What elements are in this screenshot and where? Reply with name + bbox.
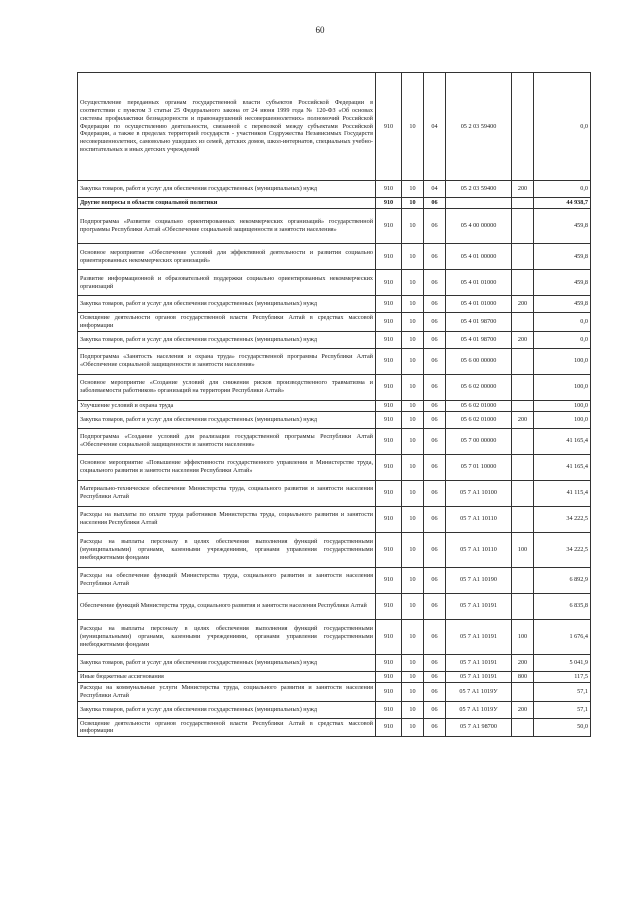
row-section-code: 10 — [402, 270, 424, 296]
row-amount: 117,5 — [534, 671, 591, 682]
row-name: Закупка товаров, работ и услуг для обеспечения государственных (муниципальных) нужд — [78, 181, 376, 198]
row-amount: 100,0 — [534, 348, 591, 374]
row-subsection-code: 06 — [424, 411, 446, 428]
table-row — [78, 73, 591, 181]
table-row — [78, 181, 591, 198]
row-name: Улучшение условий и охрана труда — [78, 400, 376, 411]
row-grbs-code: 910 — [376, 619, 402, 654]
row-subsection-code: 06 — [424, 682, 446, 701]
row-target-article: 05 7 А1 10191 — [446, 593, 512, 619]
row-name: Расходы на выплаты персоналу в целях обеспечения выполнения функций государственными (муниципальными) органами, казенными учреждениями, органами управления государственными внебюджетными фондами — [78, 619, 376, 654]
row-name: Другие вопросы в области социальной политики — [78, 198, 376, 209]
row-section-code: 10 — [402, 244, 424, 270]
row-subsection-code: 06 — [424, 400, 446, 411]
row-grbs-code: 910 — [376, 270, 402, 296]
row-grbs-code: 910 — [376, 400, 402, 411]
row-target-article: 05 4 01 00000 — [446, 244, 512, 270]
table-row — [78, 270, 591, 296]
row-target-article: 05 4 01 98700 — [446, 331, 512, 348]
row-amount: 0,0 — [534, 331, 591, 348]
row-name: Закупка товаров, работ и услуг для обеспечения государственных (муниципальных) нужд — [78, 654, 376, 671]
row-target-article: 05 4 01 01000 — [446, 270, 512, 296]
row-subsection-code: 06 — [424, 270, 446, 296]
row-grbs-code: 910 — [376, 331, 402, 348]
row-name: Материально-техническое обеспечение Министерства труда, социального развития и занятости населения Республики Алтай — [78, 480, 376, 506]
row-name: Основное мероприятие «Обеспечение условий для эффективной деятельности и развития социально ориентированных некоммерческих организаций» — [78, 244, 376, 270]
row-target-article: 05 7 А1 10191 — [446, 671, 512, 682]
row-expense-type: 100 — [512, 532, 534, 567]
row-expense-type — [512, 454, 534, 480]
row-amount: 34 222,5 — [534, 506, 591, 532]
table-row — [78, 331, 591, 348]
row-amount: 57,1 — [534, 682, 591, 701]
row-name: Основное мероприятие «Повышение эффективности государственного управления в Министерстве труда, социального развития и занятости населения Республики Алтай» — [78, 454, 376, 480]
table-row — [78, 209, 591, 244]
row-name: Расходы на коммунальные услуги Министерства труда, социального развития и занятости населения Республики Алтай — [78, 682, 376, 701]
table-body — [78, 73, 591, 737]
row-subsection-code: 06 — [424, 374, 446, 400]
row-grbs-code: 910 — [376, 348, 402, 374]
table-row — [78, 454, 591, 480]
row-subsection-code: 06 — [424, 296, 446, 313]
row-name: Подпрограмма «Создание условий для реализации государственной программы Республики Алтай «Обеспечение социальной защищенности и занятости населения» — [78, 428, 376, 454]
row-amount: 6 835,8 — [534, 593, 591, 619]
row-amount: 0,0 — [534, 181, 591, 198]
row-target-article: 05 7 А1 10110 — [446, 506, 512, 532]
row-expense-type — [512, 593, 534, 619]
row-name: Расходы на выплаты по оплате труда работников Министерства труда, социального развития и занятости населения Республики Алтай — [78, 506, 376, 532]
row-expense-type — [512, 270, 534, 296]
table-row — [78, 198, 591, 209]
row-subsection-code: 06 — [424, 313, 446, 332]
table-row — [78, 593, 591, 619]
row-section-code: 10 — [402, 209, 424, 244]
row-grbs-code: 910 — [376, 73, 402, 181]
row-name: Освещение деятельности органов государственной власти Республики Алтай в средствах массовой информации — [78, 313, 376, 332]
row-section-code: 10 — [402, 348, 424, 374]
row-target-article: 05 4 00 00000 — [446, 209, 512, 244]
row-subsection-code: 04 — [424, 73, 446, 181]
row-grbs-code: 910 — [376, 198, 402, 209]
row-section-code: 10 — [402, 593, 424, 619]
table-row — [78, 374, 591, 400]
row-expense-type: 800 — [512, 671, 534, 682]
row-expense-type — [512, 480, 534, 506]
row-target-article: 05 6 02 01000 — [446, 411, 512, 428]
row-amount: 6 892,9 — [534, 567, 591, 593]
row-subsection-code: 06 — [424, 480, 446, 506]
row-name: Обеспечение функций Министерства труда, социального развития и занятости населения Республики Алтай — [78, 593, 376, 619]
row-subsection-code: 04 — [424, 181, 446, 198]
row-subsection-code: 06 — [424, 331, 446, 348]
row-amount: 44 938,7 — [534, 198, 591, 209]
row-amount: 459,8 — [534, 209, 591, 244]
row-name: Развитие информационной и образовательной поддержки социально ориентированных некоммерческих организаций — [78, 270, 376, 296]
row-name: Подпрограмма «Развитие социально ориентированных некоммерческих организаций» государственной программы Республики Алтай «Обеспечение социальной защищенности и занятости населения» — [78, 209, 376, 244]
row-expense-type: 200 — [512, 411, 534, 428]
table-row — [78, 411, 591, 428]
row-subsection-code: 06 — [424, 654, 446, 671]
row-grbs-code: 910 — [376, 701, 402, 718]
row-expense-type — [512, 73, 534, 181]
row-section-code: 10 — [402, 506, 424, 532]
row-section-code: 10 — [402, 454, 424, 480]
row-expense-type: 100 — [512, 619, 534, 654]
row-grbs-code: 910 — [376, 567, 402, 593]
row-subsection-code: 06 — [424, 454, 446, 480]
table-row — [78, 428, 591, 454]
row-name: Закупка товаров, работ и услуг для обеспечения государственных (муниципальных) нужд — [78, 296, 376, 313]
row-subsection-code: 06 — [424, 244, 446, 270]
row-grbs-code: 910 — [376, 209, 402, 244]
row-section-code: 10 — [402, 73, 424, 181]
row-grbs-code: 910 — [376, 454, 402, 480]
row-section-code: 10 — [402, 532, 424, 567]
row-section-code: 10 — [402, 181, 424, 198]
table-row — [78, 400, 591, 411]
row-subsection-code: 06 — [424, 348, 446, 374]
row-subsection-code: 06 — [424, 567, 446, 593]
table-row — [78, 701, 591, 718]
row-amount: 0,0 — [534, 73, 591, 181]
row-expense-type — [512, 313, 534, 332]
row-section-code: 10 — [402, 374, 424, 400]
row-grbs-code: 910 — [376, 682, 402, 701]
row-target-article: 05 7 А1 10190 — [446, 567, 512, 593]
row-subsection-code: 06 — [424, 198, 446, 209]
row-grbs-code: 910 — [376, 313, 402, 332]
row-expense-type — [512, 682, 534, 701]
table-row — [78, 348, 591, 374]
row-section-code: 10 — [402, 400, 424, 411]
row-subsection-code: 06 — [424, 209, 446, 244]
row-section-code: 10 — [402, 480, 424, 506]
row-amount: 1 676,4 — [534, 619, 591, 654]
table-row — [78, 671, 591, 682]
row-target-article: 05 7 А1 10191 — [446, 654, 512, 671]
page-number: 60 — [315, 25, 325, 35]
row-amount: 50,0 — [534, 718, 591, 737]
row-section-code: 10 — [402, 428, 424, 454]
row-amount: 100,0 — [534, 411, 591, 428]
table-row — [78, 654, 591, 671]
row-section-code: 10 — [402, 619, 424, 654]
row-grbs-code: 910 — [376, 718, 402, 737]
row-name: Подпрограмма «Занятость населения и охрана труда» государственной программы Республики Алтай «Обеспечение социальной защищенности и занятости населения» — [78, 348, 376, 374]
row-target-article: 05 7 01 10000 — [446, 454, 512, 480]
row-grbs-code: 910 — [376, 411, 402, 428]
table-row — [78, 718, 591, 737]
table-row — [78, 682, 591, 701]
row-name: Закупка товаров, работ и услуг для обеспечения государственных (муниципальных) нужд — [78, 411, 376, 428]
row-section-code: 10 — [402, 567, 424, 593]
row-target-article: 05 4 01 01000 — [446, 296, 512, 313]
row-target-article: 05 4 01 98700 — [446, 313, 512, 332]
row-expense-type — [512, 506, 534, 532]
budget-table — [77, 72, 591, 737]
row-expense-type — [512, 198, 534, 209]
row-name: Освещение деятельности органов государственной власти Республики Алтай в средствах массовой информации — [78, 718, 376, 737]
row-expense-type — [512, 209, 534, 244]
row-target-article: 05 7 А1 10110 — [446, 532, 512, 567]
row-name: Расходы на обеспечение функций Министерства труда, социального развития и занятости населения Республики Алтай — [78, 567, 376, 593]
row-expense-type — [512, 244, 534, 270]
row-subsection-code: 06 — [424, 671, 446, 682]
table-row — [78, 244, 591, 270]
row-target-article: 05 6 02 00000 — [446, 374, 512, 400]
row-grbs-code: 910 — [376, 296, 402, 313]
row-target-article: 05 2 03 59400 — [446, 73, 512, 181]
row-subsection-code: 06 — [424, 619, 446, 654]
row-grbs-code: 910 — [376, 593, 402, 619]
row-section-code: 10 — [402, 313, 424, 332]
row-amount: 100,0 — [534, 374, 591, 400]
row-expense-type — [512, 428, 534, 454]
row-amount: 57,1 — [534, 701, 591, 718]
table-row — [78, 506, 591, 532]
row-target-article: 05 7 00 00000 — [446, 428, 512, 454]
row-expense-type: 200 — [512, 181, 534, 198]
row-subsection-code: 06 — [424, 593, 446, 619]
row-expense-type — [512, 400, 534, 411]
table-row — [78, 567, 591, 593]
row-grbs-code: 910 — [376, 428, 402, 454]
row-name: Иные бюджетные ассигнования — [78, 671, 376, 682]
row-amount: 5 041,9 — [534, 654, 591, 671]
row-section-code: 10 — [402, 682, 424, 701]
row-expense-type — [512, 348, 534, 374]
row-amount: 459,8 — [534, 270, 591, 296]
row-section-code: 10 — [402, 296, 424, 313]
row-expense-type — [512, 718, 534, 737]
row-section-code: 10 — [402, 654, 424, 671]
table-row — [78, 532, 591, 567]
row-name: Осуществление переданных органам государственной власти субъектов Российской Федерации в соответствии с пунктом 3 статьи 25 Федерального закона от 24 июня 1999 года № 120-ФЗ «Об основах системы профилактики безнадзорности и правонарушений несовершеннолетних» полномочий Российской Федерации по осуществлению деятельности, связанной с перевозкой между субъектами Российской Федерации, а также в пределах территорий государств - участников Содружества Независимых Государств несовершеннолетних, самовольно ушедших из семей, детских домов, школ-интернатов, специальных учебно-воспитательных и иных детских учреждений — [78, 73, 376, 181]
row-expense-type: 200 — [512, 701, 534, 718]
row-section-code: 10 — [402, 198, 424, 209]
row-subsection-code: 06 — [424, 532, 446, 567]
table-row — [78, 480, 591, 506]
row-grbs-code: 910 — [376, 374, 402, 400]
row-expense-type — [512, 567, 534, 593]
row-target-article: 05 7 А1 1019У — [446, 682, 512, 701]
row-amount: 0,0 — [534, 313, 591, 332]
row-expense-type: 200 — [512, 331, 534, 348]
row-amount: 41 115,4 — [534, 480, 591, 506]
row-target-article: 05 7 А1 98700 — [446, 718, 512, 737]
row-grbs-code: 910 — [376, 532, 402, 567]
table-row — [78, 313, 591, 332]
row-grbs-code: 910 — [376, 480, 402, 506]
row-section-code: 10 — [402, 718, 424, 737]
row-amount: 459,8 — [534, 296, 591, 313]
row-target-article: 05 7 А1 1019У — [446, 701, 512, 718]
table-row — [78, 619, 591, 654]
table-row — [78, 296, 591, 313]
row-target-article: 05 7 А1 10191 — [446, 619, 512, 654]
row-section-code: 10 — [402, 701, 424, 718]
row-name: Расходы на выплаты персоналу в целях обеспечения выполнения функций государственными (муниципальными) органами, казенными учреждениями, органами управления государственными внебюджетными фондами — [78, 532, 376, 567]
row-grbs-code: 910 — [376, 181, 402, 198]
row-amount: 100,0 — [534, 400, 591, 411]
row-target-article: 05 6 00 00000 — [446, 348, 512, 374]
row-amount: 41 165,4 — [534, 454, 591, 480]
row-subsection-code: 06 — [424, 506, 446, 532]
row-section-code: 10 — [402, 671, 424, 682]
row-amount: 459,8 — [534, 244, 591, 270]
row-grbs-code: 910 — [376, 654, 402, 671]
row-target-article: 05 2 03 59400 — [446, 181, 512, 198]
row-section-code: 10 — [402, 411, 424, 428]
row-subsection-code: 06 — [424, 718, 446, 737]
row-grbs-code: 910 — [376, 671, 402, 682]
row-grbs-code: 910 — [376, 244, 402, 270]
row-grbs-code: 910 — [376, 506, 402, 532]
row-expense-type: 200 — [512, 296, 534, 313]
row-amount: 34 222,5 — [534, 532, 591, 567]
row-amount: 41 165,4 — [534, 428, 591, 454]
row-expense-type — [512, 374, 534, 400]
row-name: Закупка товаров, работ и услуг для обеспечения государственных (муниципальных) нужд — [78, 701, 376, 718]
row-subsection-code: 06 — [424, 428, 446, 454]
row-expense-type: 200 — [512, 654, 534, 671]
row-target-article — [446, 198, 512, 209]
row-name: Закупка товаров, работ и услуг для обеспечения государственных (муниципальных) нужд — [78, 331, 376, 348]
row-name: Основное мероприятие «Создание условий для снижения рисков производственного травматизма и заболеваемости работников» организаций на территории Республики Алтай» — [78, 374, 376, 400]
row-subsection-code: 06 — [424, 701, 446, 718]
row-section-code: 10 — [402, 331, 424, 348]
row-target-article: 05 6 02 01000 — [446, 400, 512, 411]
row-target-article: 05 7 А1 10100 — [446, 480, 512, 506]
